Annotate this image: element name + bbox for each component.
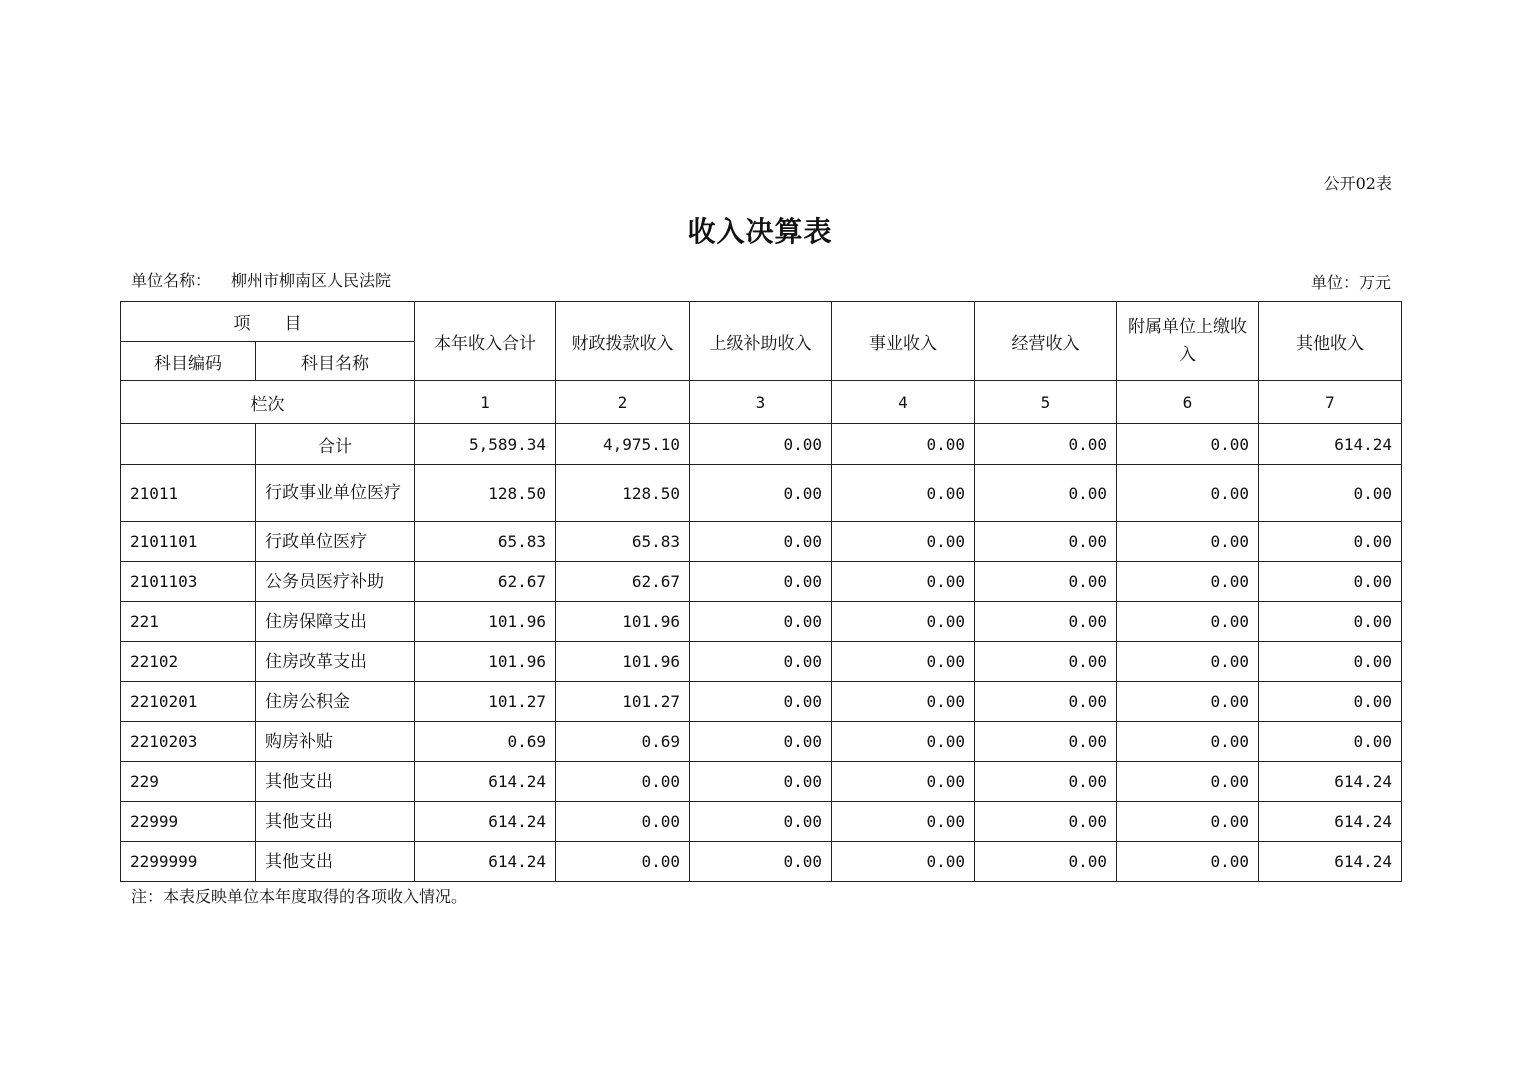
subject-name: 其他支出 xyxy=(256,762,415,802)
total-value: 614.24 xyxy=(1259,424,1402,465)
amount-cell: 0.00 xyxy=(1259,465,1402,522)
amount-cell: 128.50 xyxy=(556,465,690,522)
amount-cell: 0.00 xyxy=(832,842,975,882)
total-value: 0.00 xyxy=(975,424,1117,465)
header-col-affiliated: 附属单位上缴收入 xyxy=(1117,302,1259,381)
amount-cell: 62.67 xyxy=(556,562,690,602)
amount-cell: 101.96 xyxy=(415,602,556,642)
total-value: 0.00 xyxy=(690,424,832,465)
header-col-other: 其他收入 xyxy=(1259,302,1402,381)
amount-cell: 614.24 xyxy=(1259,842,1402,882)
subject-name: 行政单位医疗 xyxy=(256,522,415,562)
amount-cell: 0.00 xyxy=(832,682,975,722)
column-number: 2 xyxy=(556,381,690,424)
table-row xyxy=(121,762,1402,802)
amount-cell: 0.00 xyxy=(1117,562,1259,602)
subject-name: 其他支出 xyxy=(256,842,415,882)
total-code xyxy=(121,424,256,465)
header-row-1 xyxy=(121,302,1402,342)
amount-cell: 0.00 xyxy=(832,722,975,762)
header-code: 科目编码 xyxy=(121,342,256,381)
subject-code: 2101101 xyxy=(121,522,256,562)
amount-cell: 0.00 xyxy=(975,842,1117,882)
amount-cell: 65.83 xyxy=(415,522,556,562)
amount-cell: 0.00 xyxy=(690,562,832,602)
header-col-operating: 经营收入 xyxy=(975,302,1117,381)
column-number-row xyxy=(121,381,1402,424)
amount-cell: 0.00 xyxy=(690,682,832,722)
subject-code: 2299999 xyxy=(121,842,256,882)
amount-cell: 0.00 xyxy=(832,642,975,682)
table-row xyxy=(121,602,1402,642)
subject-code: 22102 xyxy=(121,642,256,682)
amount-cell: 614.24 xyxy=(1259,762,1402,802)
amount-cell: 0.00 xyxy=(975,522,1117,562)
amount-cell: 0.00 xyxy=(690,802,832,842)
header-name: 科目名称 xyxy=(256,342,415,381)
subject-code: 221 xyxy=(121,602,256,642)
amount-cell: 101.96 xyxy=(556,602,690,642)
unit-measure: 单位：万元 xyxy=(1310,273,1391,292)
unit-name-value: 柳州市柳南区人民法院 xyxy=(231,271,392,290)
total-name: 合计 xyxy=(256,424,415,465)
amount-cell: 0.00 xyxy=(975,642,1117,682)
subject-code: 229 xyxy=(121,762,256,802)
header-col-superior: 上级补助收入 xyxy=(690,302,832,381)
amount-cell: 0.69 xyxy=(415,722,556,762)
amount-cell: 0.00 xyxy=(832,802,975,842)
amount-cell: 101.96 xyxy=(556,642,690,682)
amount-cell: 0.00 xyxy=(832,522,975,562)
amount-cell: 101.27 xyxy=(415,682,556,722)
amount-cell: 0.00 xyxy=(556,762,690,802)
unit-name-line xyxy=(131,268,391,291)
amount-cell: 0.00 xyxy=(556,842,690,882)
amount-cell: 0.00 xyxy=(1117,722,1259,762)
column-number: 5 xyxy=(975,381,1117,424)
amount-cell: 65.83 xyxy=(556,522,690,562)
amount-cell: 0.00 xyxy=(556,802,690,842)
amount-cell: 0.00 xyxy=(690,522,832,562)
amount-cell: 101.96 xyxy=(415,642,556,682)
table-row xyxy=(121,465,1402,522)
income-table xyxy=(120,301,1402,882)
amount-cell: 0.00 xyxy=(975,682,1117,722)
amount-cell: 0.00 xyxy=(832,762,975,802)
amount-cell: 0.00 xyxy=(690,722,832,762)
header-col-total: 本年收入合计 xyxy=(415,302,556,381)
amount-cell: 0.00 xyxy=(832,562,975,602)
table-row xyxy=(121,802,1402,842)
amount-cell: 0.00 xyxy=(975,722,1117,762)
amount-cell: 62.67 xyxy=(415,562,556,602)
subject-code: 2210203 xyxy=(121,722,256,762)
column-number: 4 xyxy=(832,381,975,424)
amount-cell: 0.00 xyxy=(690,602,832,642)
row-index-label: 栏次 xyxy=(121,381,415,424)
amount-cell: 0.00 xyxy=(1259,642,1402,682)
amount-cell: 0.00 xyxy=(1117,802,1259,842)
subject-name: 住房公积金 xyxy=(256,682,415,722)
total-value: 4,975.10 xyxy=(556,424,690,465)
table-row xyxy=(121,682,1402,722)
subject-code: 21011 xyxy=(121,465,256,522)
amount-cell: 0.00 xyxy=(690,762,832,802)
column-number: 3 xyxy=(690,381,832,424)
amount-cell: 0.00 xyxy=(1117,762,1259,802)
amount-cell: 0.00 xyxy=(690,842,832,882)
subject-code: 2101103 xyxy=(121,562,256,602)
amount-cell: 0.00 xyxy=(1117,642,1259,682)
subject-name: 行政事业单位医疗 xyxy=(256,465,415,522)
subject-name: 其他支出 xyxy=(256,802,415,842)
amount-cell: 614.24 xyxy=(415,842,556,882)
amount-cell: 0.00 xyxy=(1259,722,1402,762)
total-value: 0.00 xyxy=(832,424,975,465)
amount-cell: 101.27 xyxy=(556,682,690,722)
form-code: 公开02表 xyxy=(1323,174,1392,193)
amount-cell: 0.00 xyxy=(1259,682,1402,722)
amount-cell: 614.24 xyxy=(1259,802,1402,842)
amount-cell: 0.00 xyxy=(1259,562,1402,602)
subject-name: 公务员医疗补助 xyxy=(256,562,415,602)
total-row xyxy=(121,424,1402,465)
header-item: 项 目 xyxy=(121,302,415,342)
amount-cell: 0.00 xyxy=(690,642,832,682)
amount-cell: 0.00 xyxy=(975,802,1117,842)
column-number: 1 xyxy=(415,381,556,424)
amount-cell: 614.24 xyxy=(415,762,556,802)
amount-cell: 0.00 xyxy=(690,465,832,522)
subject-code: 2210201 xyxy=(121,682,256,722)
amount-cell: 0.00 xyxy=(1259,522,1402,562)
amount-cell: 0.00 xyxy=(975,762,1117,802)
amount-cell: 0.00 xyxy=(975,465,1117,522)
table-row xyxy=(121,522,1402,562)
unit-name-label: 单位名称： xyxy=(131,271,212,290)
amount-cell: 0.00 xyxy=(1117,522,1259,562)
amount-cell: 614.24 xyxy=(415,802,556,842)
table-row xyxy=(121,722,1402,762)
amount-cell: 0.00 xyxy=(975,562,1117,602)
amount-cell: 0.00 xyxy=(975,602,1117,642)
column-number: 6 xyxy=(1117,381,1259,424)
report-title: 收入决算表 xyxy=(687,215,833,248)
amount-cell: 128.50 xyxy=(415,465,556,522)
amount-cell: 0.00 xyxy=(1117,602,1259,642)
subject-code: 22999 xyxy=(121,802,256,842)
subject-name: 购房补贴 xyxy=(256,722,415,762)
total-value: 5,589.34 xyxy=(415,424,556,465)
header-col-fiscal: 财政拨款收入 xyxy=(556,302,690,381)
table-row xyxy=(121,642,1402,682)
header-col-business: 事业收入 xyxy=(832,302,975,381)
table-row xyxy=(121,562,1402,602)
footnote: 注：本表反映单位本年度取得的各项收入情况。 xyxy=(131,887,468,906)
subject-name: 住房改革支出 xyxy=(256,642,415,682)
amount-cell: 0.00 xyxy=(832,465,975,522)
total-value: 0.00 xyxy=(1117,424,1259,465)
table-row xyxy=(121,842,1402,882)
subject-name: 住房保障支出 xyxy=(256,602,415,642)
amount-cell: 0.69 xyxy=(556,722,690,762)
amount-cell: 0.00 xyxy=(832,602,975,642)
amount-cell: 0.00 xyxy=(1117,465,1259,522)
amount-cell: 0.00 xyxy=(1117,842,1259,882)
amount-cell: 0.00 xyxy=(1117,682,1259,722)
column-number: 7 xyxy=(1259,381,1402,424)
table-body xyxy=(121,302,1402,882)
amount-cell: 0.00 xyxy=(1259,602,1402,642)
